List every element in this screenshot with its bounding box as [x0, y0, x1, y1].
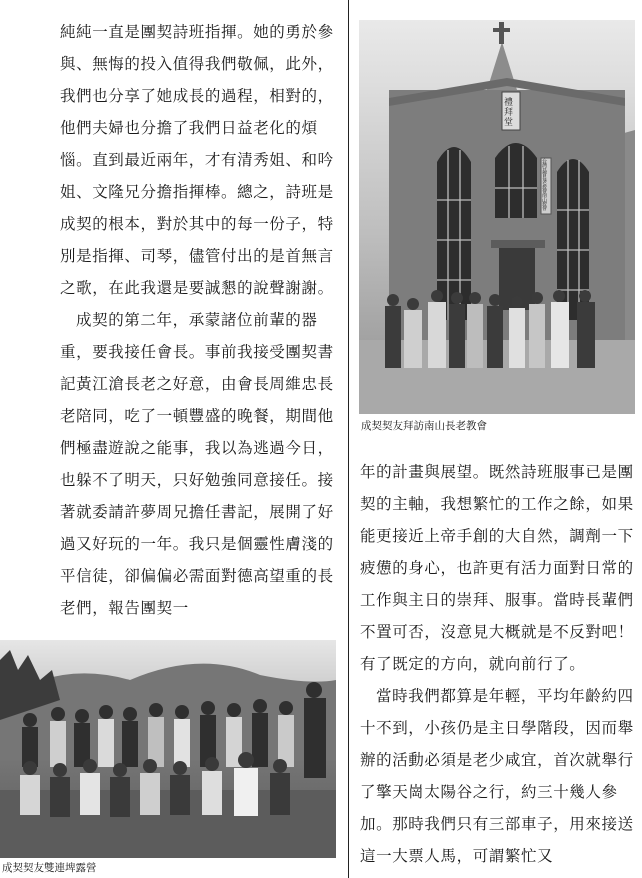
church-illustration	[359, 20, 635, 414]
paragraph: 當時我們都算是年輕，平均年齡約四十不到，小孩仍是主日學階段，因而舉辦的活動必須是老少咸宜，首次就舉行了擎天崗太陽谷之行，約三十幾人參加。那時我們只有三部車子，用來接送這一大票人馬，可謂繁忙又	[360, 687, 634, 865]
church-photo-caption: 成契契友拜訪南山長老教會	[361, 420, 487, 432]
church-sign: 禮拜堂	[504, 98, 514, 128]
paragraph: 年的計畫與展望。既然詩班服事已是團契的主軸，我想繁忙的工作之餘，如果能更接近上帝手創的大自然，調劑一下疲憊的身心，也許更有活力面對日常的工作與主日的崇拜、服事。當時長輩們不置可否，沒意見大概就是不反對吧！有了既定的方向，就向前行了。	[360, 463, 634, 673]
camp-illustration	[0, 640, 336, 858]
right-column-text	[360, 456, 635, 872]
church-photo	[359, 20, 635, 414]
camp-photo-caption: 成契契友雙連埤露營	[2, 862, 97, 874]
camp-photo	[0, 640, 336, 858]
church-vertical-sign: 台灣基督長老教會南山教會	[542, 159, 548, 213]
left-column-text	[60, 16, 338, 624]
paragraph: 純純一直是團契詩班指揮。她的勇於參與、無悔的投入值得我們敬佩，此外，我們也分享了她成長的過程，相對的，他們夫婦也分擔了我們日益老化的煩惱。直到最近兩年，才有清秀姐、和吟姐、文隆兄分擔指揮棒。總之，詩班是成契的根本，對於其中的每一份子，特別是指揮、司琴，儘管付出的是首無言之歌，在此我還是要誠懇的說聲謝謝。	[60, 23, 334, 297]
paragraph: 成契的第二年，承蒙諸位前輩的器重，要我接任會長。事前我接受團契書記黃江滄長老之好意，由會長周維忠長老陪同，吃了一頓豐盛的晚餐，期間他們極盡遊說之能事，我以為逃過今日，也躲不了明天，只好勉強同意接任。接著就委請許夢周兄擔任書記，展開了好過又好玩的一年。我只是個靈性膚淺的平信徒，卻偏偏必需面對德高望重的長老們，報告團契一	[60, 311, 334, 617]
column-divider	[348, 0, 349, 878]
